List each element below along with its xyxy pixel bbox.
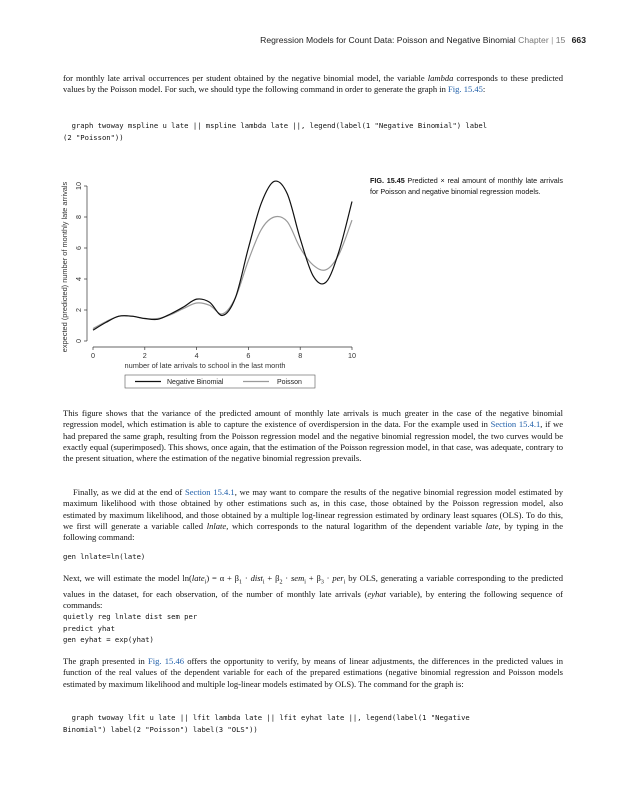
var-late: late [485,520,499,531]
series-line-negative-binomial [93,181,352,330]
header-chapter-number: 15 [555,35,566,45]
x-ticks [91,347,356,360]
y-tick-label: 10 [74,182,83,190]
y-tick-label: 2 [74,308,83,312]
x-tick-label: 2 [142,351,147,360]
y-tick-label: 0 [74,339,83,343]
x-axis-title: number of late arrivals to school in the last month [124,361,286,370]
header-separator: | [551,35,554,45]
code-block-gen-lnlate: gen lnlate=ln(late) [63,552,146,561]
code-block-mspline: graph twoway mspline u late || mspline lambda late ||, legend(label(1 "Negative Binomial") label (2 "Poisson")) [63,121,488,142]
y-tick-label: 6 [74,246,83,250]
link-section-15-4-1[interactable]: Section 15.4.1 [490,419,541,430]
link-fig-15-45[interactable]: Fig. 15.45 [448,84,483,95]
y-axis-title: expected (predicted) number of monthly late arrivals [60,181,69,353]
figure-15-45-chart [55,170,365,395]
series-line-poisson [93,216,352,328]
figure-caption: FIG. 15.45 Predicted × real amount of monthly late arrivals for Poisson and negative binomial regression models. [370,176,563,196]
legend-label-poisson: Poisson [277,379,302,386]
code-block-ols: quietly reg lnlate dist sem per predict yhat gen eyhat = exp(yhat) [63,612,198,644]
var-lnlate: lnlate [206,520,227,531]
paragraph-fig-15-46: The graph presented in Fig. 15.46 offers the opportunity to verify, by means of linear adjustments, the differences in the predicted values in function of the real values of the dependent variable for each of the prepared estimations (negative binomial regression and Poisson models estimated by maximum likelihood and multiple log-linear models estimated by OLS). The command for the graph is: [63,656,563,689]
link-fig-15-46[interactable]: Fig. 15.46 [148,656,185,666]
x-tick-label: 0 [91,351,95,360]
x-tick-label: 8 [298,351,303,360]
header-title: Regression Models for Count Data: Poisson and Negative Binomial [260,35,516,45]
figure-label: FIG. 15.45 [370,176,405,185]
paragraph-compare: Finally, as we did at the end of Section 15.4.1, we may want to compare the results of the negative binomial regression model estimated by maximum likelihood with those obtained by other estimations such as, in this case, those obtained by the Poisson regression model, also estimated by maximum likelihood, and those obtained by a multiple log-linear regression estimated by ordinary least squares (OLS). To do this, we first will generate a variable called lnlate, which corresponds to the natural logarithm of the dependent variable late, by typing in the following command: [63,487,563,543]
x-tick-label: 6 [246,351,251,360]
legend-label-negative-binomial: Negative Binomial [167,379,224,386]
header-chapter: Chapter [518,35,549,45]
paragraph-variance: This figure shows that the variance of the predicted amount of monthly late arrivals is much greater in the case of the negative binomial regression model, which estimation is able to capture the existence of overdispersion in the data. For the example used in Section 15.4.1, if we had prepared the same graph, resulting from the Poisson regression model and the negative binomial regression model, the two curves would be exactly equal (superimposed). This shows, once again, that the estimation of the Poisson regression model, in that case, was adequate, contrary to the present situation, where the estimation of the negative binomial regression prevails. [63,408,563,464]
code-block-lfit: graph twoway lfit u late || lfit lambda late || lfit eyhat late ||, legend(label(1 "Negative Binomial") label(2 "Poisson") label(3 "OLS")) [63,713,470,734]
var-lambda: lambda [427,73,454,83]
x-tick-label: 10 [348,351,356,360]
var-eyhat: eyhat [367,589,386,599]
chart-legend [125,375,315,388]
page-number: 663 [571,35,586,45]
paragraph-intro: for monthly late arrival occurrences per student obtained by the negative binomial model, the variable lambda corresponds to these predicted values by the Poisson model. For such, we should type the following command in order to generate the graph in Fig. 15.45: [63,73,563,95]
y-tick-label: 4 [74,277,83,281]
x-tick-label: 4 [194,351,199,360]
link-section-15-4-1-b[interactable]: Section 15.4.1 [184,487,235,497]
running-header [0,35,586,45]
y-tick-label: 8 [74,215,83,219]
paragraph-ols-model: Next, we will estimate the model ln(late$_i$) = $\alpha + \beta_1$ · dist$_i$ + $\beta_2 \cdot sem_i + \beta_3 \cdot per_i$ by OLS, generating a variable corresponding to the predicted values in the dataset, for each observation, of the number of monthly late arrivals (eyhat variable), by entering the following sequence of commands: [63,573,563,611]
y-axis-label [60,181,69,352]
y-ticks [74,182,87,343]
